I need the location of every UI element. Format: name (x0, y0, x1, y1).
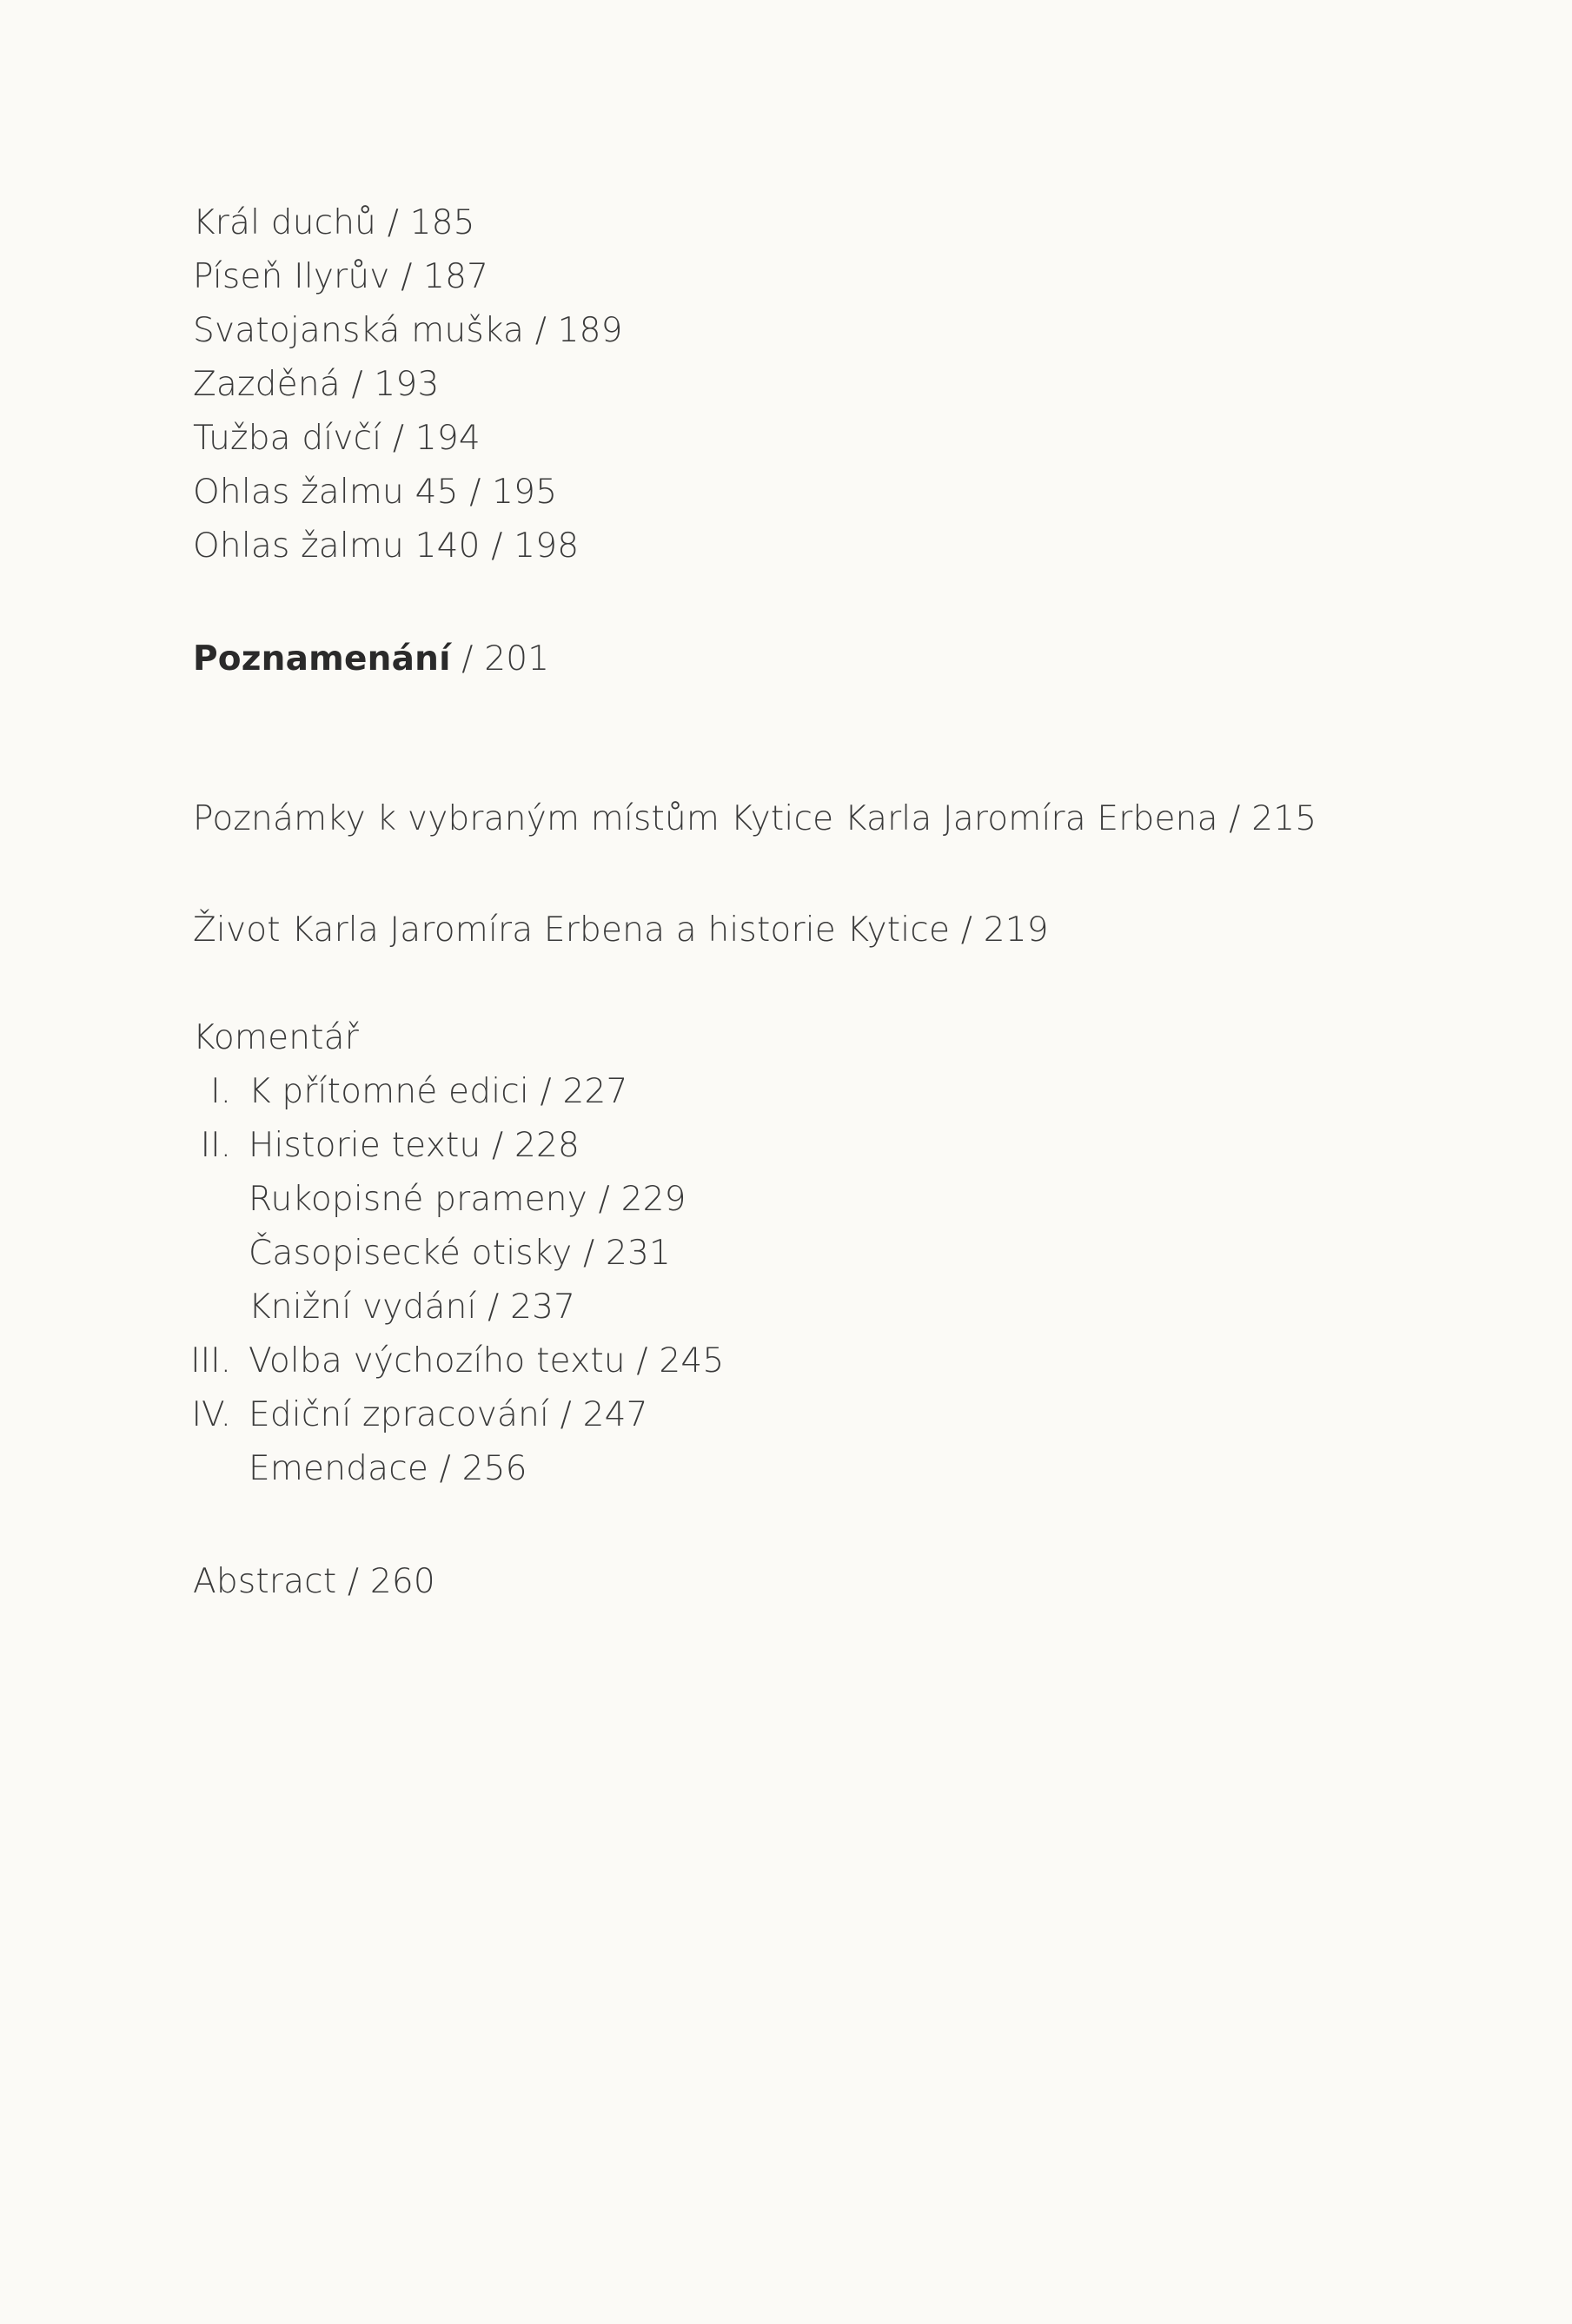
section-numeral: II. (200, 1126, 231, 1165)
toc-entry-zivot (193, 909, 1049, 952)
entry-page: 215 (1251, 799, 1317, 838)
separator: / (540, 1072, 552, 1111)
separator: / (387, 203, 400, 242)
entry-title: Život Karla Jaromíra Erbena a historie Kytice (193, 910, 951, 950)
entry-title: Král duchů (193, 203, 377, 242)
entry-title: Píseň Ilyrův (193, 257, 390, 296)
entry-page: 227 (562, 1072, 628, 1111)
entry-page: 237 (510, 1288, 576, 1327)
toc-entry (193, 363, 439, 407)
entry-page: 201 (484, 639, 550, 679)
toc-entry (193, 525, 579, 568)
section-numeral: III. (190, 1341, 231, 1380)
entry-title: Volba výchozího textu (249, 1341, 626, 1380)
toc-subentry (249, 1124, 580, 1168)
entry-page: 256 (461, 1449, 527, 1488)
toc-subentry (249, 1286, 575, 1329)
entry-page: 245 (659, 1341, 725, 1380)
separator: / (534, 311, 547, 350)
entry-title: Knižní vydání (249, 1288, 477, 1327)
separator: / (1229, 799, 1241, 838)
toc-entry (193, 471, 557, 514)
toc-entry-poznamky (193, 798, 1317, 841)
separator: / (347, 1562, 360, 1601)
entry-page: 260 (369, 1562, 435, 1601)
toc-subentry (249, 1178, 687, 1222)
toc-entry (193, 255, 488, 299)
toc-subentry (249, 1232, 671, 1275)
separator: / (960, 910, 973, 950)
entry-page: 198 (514, 526, 580, 566)
toc-entry (193, 417, 481, 460)
entry-title: Časopisecké otisky (249, 1234, 573, 1273)
entry-title: Poznámky k vybraným místům Kytice Karla Jaromíra Erbena (193, 799, 1218, 838)
entry-page: 229 (620, 1180, 687, 1219)
separator: / (636, 1341, 648, 1380)
separator: / (401, 257, 413, 296)
separator: / (392, 419, 405, 458)
toc-subentry (249, 1394, 648, 1437)
entry-page: 195 (492, 473, 558, 512)
separator: / (469, 473, 481, 512)
entry-title: Svatojanská muška (193, 311, 525, 350)
entry-title: Ediční zpracování (249, 1395, 550, 1434)
entry-page: 189 (557, 311, 623, 350)
entry-page: 231 (606, 1234, 672, 1273)
separator: / (560, 1395, 572, 1434)
toc-entry-abstract (193, 1560, 435, 1604)
toc-entry (193, 309, 623, 353)
toc-entry-poznamenani (193, 638, 549, 681)
entry-title: Zazděná (193, 365, 341, 404)
section-numeral: I. (210, 1072, 231, 1111)
toc-subentry (249, 1070, 628, 1114)
entry-title: Emendace (249, 1449, 429, 1488)
separator: / (583, 1234, 595, 1273)
toc-heading-komentar: Komentář (193, 1018, 360, 1057)
entry-page: 219 (983, 910, 1049, 950)
entry-page: 228 (514, 1126, 580, 1165)
entry-page: 247 (582, 1395, 648, 1434)
separator: / (461, 639, 474, 679)
separator: / (491, 526, 503, 566)
entry-page: 194 (415, 419, 481, 458)
separator: / (598, 1180, 610, 1219)
entry-title: Rukopisné prameny (249, 1180, 588, 1219)
toc-subentry (249, 1340, 724, 1383)
entry-title: Abstract (193, 1562, 337, 1601)
separator: / (439, 1449, 451, 1488)
entry-title: Historie textu (249, 1126, 481, 1165)
entry-page: 193 (374, 365, 440, 404)
entry-title: Tužba dívčí (193, 419, 382, 458)
entry-title: Ohlas žalmu 45 (193, 473, 459, 512)
separator: / (492, 1126, 504, 1165)
entry-page: 187 (423, 257, 489, 296)
entry-title: Poznamenání (193, 639, 451, 679)
separator: / (488, 1288, 500, 1327)
entry-page: 185 (409, 203, 475, 242)
toc-entry (193, 202, 475, 245)
entry-title: K přítomné edici (249, 1072, 529, 1111)
section-numeral: IV. (191, 1395, 231, 1434)
toc-subentry (249, 1447, 527, 1491)
entry-title: Ohlas žalmu 140 (193, 526, 481, 566)
separator: / (351, 365, 363, 404)
